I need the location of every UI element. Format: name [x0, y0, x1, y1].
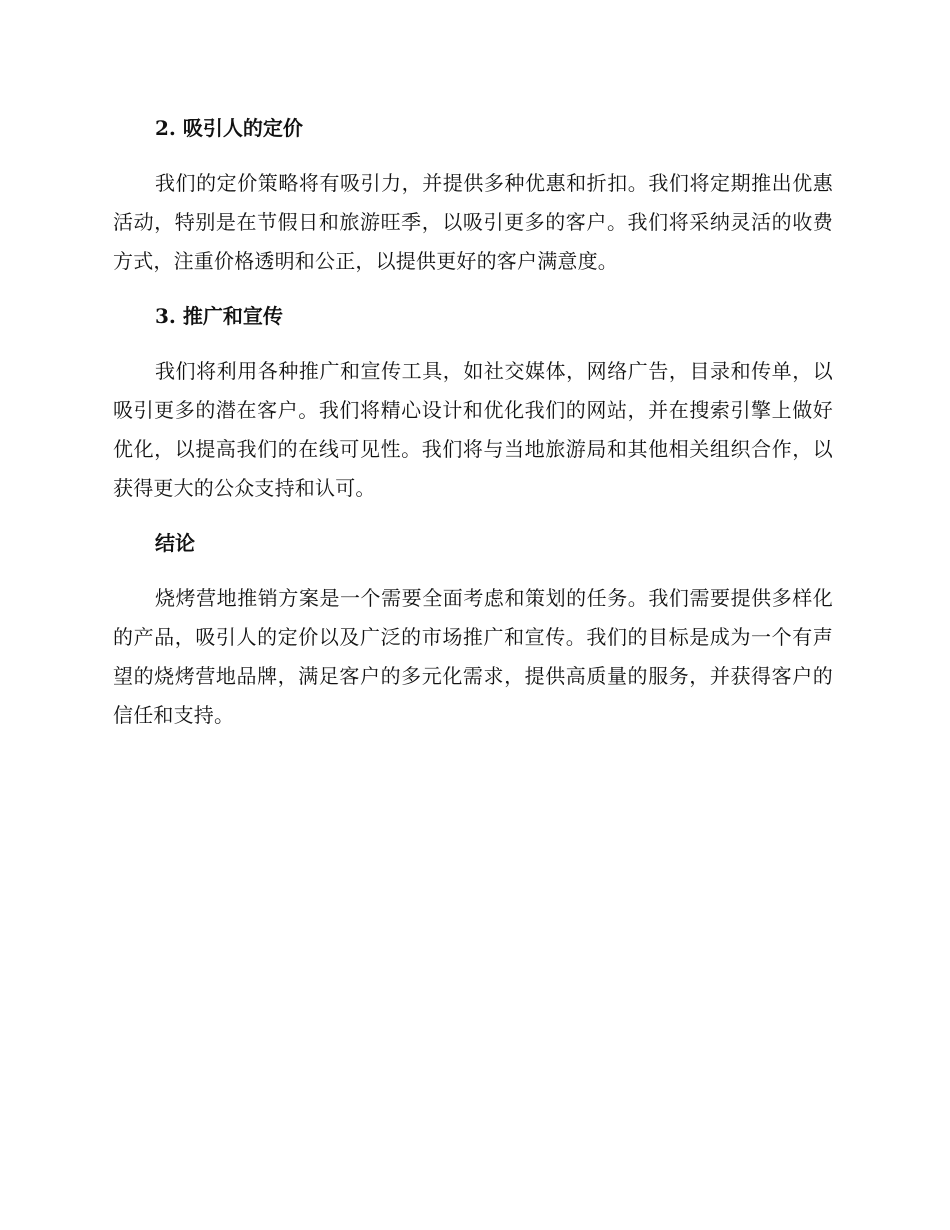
section-paragraph-conclusion: 烧烤营地推销方案是一个需要全面考虑和策划的任务。我们需要提供多样化的产品，吸引人的定价以及广泛的市场推广和宣传。我们的目标是成为一个有声望的烧烤营地品牌，满足客户的多元化需求，提供高质量的服务，并获得客户的信任和支持。: [113, 586, 833, 727]
section-paragraph-pricing: 我们的定价策略将有吸引力，并提供多种优惠和折扣。我们将定期推出优惠活动，特别是在节假日和旅游旺季，以吸引更多的客户。我们将采纳灵活的收费方式，注重价格透明和公正，以提供更好的客户满意度。: [113, 171, 833, 273]
section-paragraph-promotion: 我们将利用各种推广和宣传工具，如社交媒体，网络广告，目录和传单，以吸引更多的潜在客户。我们将精心设计和优化我们的网站，并在搜索引擎上做好优化，以提高我们的在线可见性。我们将与当地旅游局和其他相关组织合作，以获得更大的公众支持和认可。: [113, 359, 833, 500]
document-body: [113, 108, 833, 735]
section-heading-conclusion: 结论: [155, 531, 195, 555]
section-heading-promotion: 3. 推广和宣传: [155, 304, 283, 328]
section-heading-pricing: 2. 吸引人的定价: [155, 116, 303, 140]
